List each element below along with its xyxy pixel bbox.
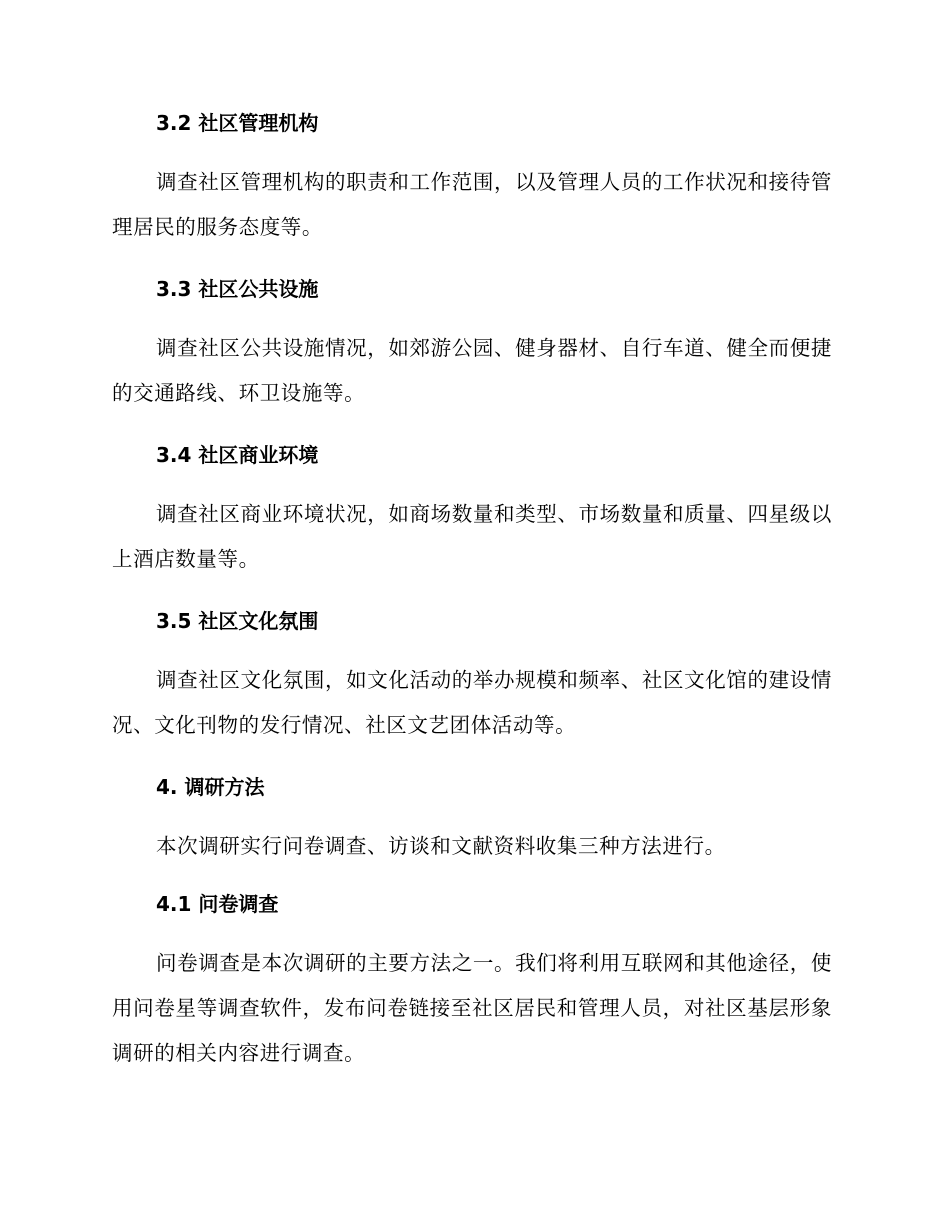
- section-heading-3-4: 3.4 社区商业环境: [156, 443, 319, 467]
- document-body: [112, 108, 832, 1100]
- section-heading-3-2: 3.2 社区管理机构: [156, 111, 319, 135]
- section-text-3-3: 调查社区公共设施情况，如郊游公园、健身器材、自行车道、健全而便捷的交通路线、环卫设施等。: [112, 336, 832, 405]
- section-text-3-4: 调查社区商业环境状况，如商场数量和类型、市场数量和质量、四星级以上酒店数量等。: [112, 502, 832, 571]
- section-text-4: 本次调研实行问卷调查、访谈和文献资料收集三种方法进行。: [156, 834, 726, 858]
- section-heading-3-5: 3.5 社区文化氛围: [156, 609, 319, 633]
- section-heading-4-1: 4.1 问卷调查: [156, 892, 279, 916]
- section-text-3-2: 调查社区管理机构的职责和工作范围，以及管理人员的工作状况和接待管理居民的服务态度等。: [112, 170, 832, 239]
- section-heading-4: 4. 调研方法: [156, 775, 265, 799]
- section-heading-3-3: 3.3 社区公共设施: [156, 277, 319, 301]
- section-text-4-1: 问卷调查是本次调研的主要方法之一。我们将利用互联网和其他途径，使用问卷星等调查软件，发布问卷链接至社区居民和管理人员，对社区基层形象调研的相关内容进行调查。: [112, 951, 832, 1065]
- section-text-3-5: 调查社区文化氛围，如文化活动的举办规模和频率、社区文化馆的建设情况、文化刊物的发行情况、社区文艺团体活动等。: [112, 668, 832, 737]
